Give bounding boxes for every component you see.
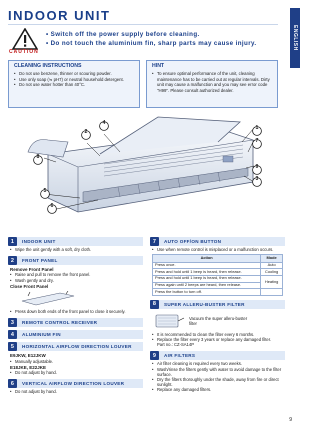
section-title: AUTO OFF/ON BUTTON: [164, 239, 222, 244]
hint-title: HINT: [152, 63, 165, 69]
caution-box: [8, 28, 278, 54]
section-number: 5: [8, 342, 17, 351]
remove-panel-subtitle: Remove Front Panel: [10, 267, 54, 273]
section-item: • Do not adjust by hand.: [10, 389, 141, 394]
table-cell-action: Press the button to turn off.: [153, 289, 261, 296]
section-item: • Do not adjust by hand.: [10, 370, 141, 375]
callout-label: 8: [36, 154, 40, 160]
section-number: 7: [150, 237, 159, 246]
section-title: FRONT PANEL: [22, 258, 58, 264]
filter-image: [152, 312, 186, 330]
callout-label: 1: [255, 125, 259, 131]
table-cell-action: Press again until 2 beeps are heard, then release.: [153, 282, 261, 289]
section-number: 6: [8, 379, 17, 388]
callout-8: [33, 152, 43, 170]
callout-label: 5: [43, 188, 47, 194]
callout-7: [252, 136, 262, 154]
hint-item: • To ensure optimal performance of the unit, cleaning maintenance has to be carried out at regular intervals. Dirty unit may cause a malfunction and you may see error code "H99". Please consult authorized dealer.: [152, 71, 272, 93]
section-8-body: [150, 309, 285, 349]
language-tab: ENGLISH: [290, 8, 300, 68]
auto-button-table: [152, 254, 283, 296]
section-title: ALUMINIUM FIN: [22, 332, 61, 338]
table-cell-action: Press and hold until 1 beep is heard, then release.: [153, 269, 261, 276]
section-1-body: [8, 246, 143, 253]
caution-label: CAUTION: [9, 49, 39, 55]
table-cell-mode: Auto: [261, 262, 283, 269]
cleaning-item: • Do not use benzene, thinner or scouring powder.: [14, 71, 134, 76]
section-title: INDOOR UNIT: [22, 239, 56, 244]
page-number: 9: [289, 417, 292, 423]
page-title: INDOOR UNIT: [8, 8, 111, 23]
section-item: • Air filter cleaning is required every two weeks.: [152, 361, 283, 366]
section-7-header: [150, 237, 285, 246]
vacuum-label: Vacuum the super alleru-buster filter: [189, 315, 248, 326]
table-row: [153, 275, 283, 282]
callout-2: [81, 127, 91, 145]
section-9-body: [150, 360, 285, 393]
section-item: • Wash gently and dry.: [10, 278, 141, 283]
section-title: VERTICAL AIRFLOW DIRECTION LOUVER: [22, 381, 125, 387]
left-column: [8, 234, 143, 395]
section-2-body: [8, 265, 143, 315]
section-6-body: [8, 388, 143, 395]
section-number: 2: [8, 256, 17, 265]
table-cell-action: Press and hold until 1 beep is heard, then release.: [153, 275, 261, 282]
table-cell-mode: [261, 289, 283, 296]
section-item: • Wash/rinse the filters gently with water to avoid damage to the filter surface.: [152, 367, 283, 377]
part-number: Part no.: CZ-SA14P: [157, 342, 195, 348]
hint-panel: [146, 60, 278, 108]
cleaning-item: • Do not use water hotter than 40°C.: [14, 82, 134, 87]
section-item: • Manually adjustable.: [10, 359, 141, 364]
table-row: [153, 262, 283, 269]
section-title: SUPER ALLERU-BUSTER FILTER: [164, 301, 245, 307]
section-1-header: [8, 237, 143, 246]
section-title: AIR FILTERS: [164, 353, 196, 359]
section-7-body: [150, 246, 285, 297]
cleaning-instructions-title: CLEANING INSTRUCTIONS: [14, 63, 82, 69]
section-title: REMOTE CONTROL RECEIVER: [22, 320, 98, 326]
section-title: HORIZONTAL AIRFLOW DIRECTION LOUVER: [22, 344, 132, 350]
section-number: 8: [150, 300, 159, 309]
callout-label: 4: [102, 120, 106, 126]
cleaning-instructions-panel: [8, 60, 140, 108]
table-header-mode: Mode: [261, 255, 283, 263]
section-6-header: [8, 379, 143, 388]
table-cell-action: Press once.: [153, 262, 261, 269]
table-cell-mode: Heating: [261, 275, 283, 288]
callout-label: 2: [84, 129, 88, 135]
title-rule: [8, 24, 278, 25]
table-header-action: Action: [153, 255, 261, 263]
section-number: 9: [150, 351, 159, 360]
caution-line: • Switch off the power supply before cleaning.: [46, 31, 200, 38]
callout-label: 9: [255, 164, 259, 170]
section-item: • Raise and pull to remove the front panel.: [10, 272, 141, 277]
callout-label: 7: [255, 138, 259, 144]
caution-line: • Do not touch the aluminium fin, sharp parts may cause injury.: [46, 40, 257, 47]
section-item: • Wipe the unit gently with a soft, dry cloth.: [10, 247, 141, 252]
section-item: • Use when remote control is misplaced or a malfunction occurs.: [152, 247, 283, 252]
callout-label: 3: [255, 176, 259, 182]
section-4-header: [8, 330, 143, 339]
callout-3: [252, 174, 262, 192]
section-item: • Dry the filters thoroughly under the shade, away from fire or direct sunlight.: [152, 377, 283, 387]
model-group-b: E18JKE, E22JKE: [10, 364, 47, 370]
section-9-header: [150, 351, 285, 360]
callout-6: [47, 201, 57, 219]
front-panel-image: [20, 291, 76, 307]
callout-label: 6: [50, 203, 54, 209]
section-item: • Replace any damaged filters.: [152, 387, 283, 392]
table-cell-mode: Cooling: [261, 269, 283, 276]
model-group-a: E9JKW, E12JKW: [10, 353, 46, 359]
section-item: • It is recommended to clean the filter every 6 months.: [152, 332, 283, 337]
section-8-header: [150, 300, 285, 309]
section-number: 4: [8, 330, 17, 339]
section-number: 3: [8, 318, 17, 327]
close-panel-subtitle: Close Front Panel: [10, 283, 49, 289]
cleaning-item: • Use only soap (≒ pH7) or neutral household detergent.: [14, 77, 134, 82]
callout-4: [99, 118, 109, 136]
table-row: [153, 289, 283, 296]
section-5-body: [8, 351, 143, 376]
caution-text: [46, 30, 257, 48]
table-row: [153, 269, 283, 276]
section-3-header: [8, 318, 143, 327]
section-5-header: [8, 342, 143, 351]
section-2-header: [8, 256, 143, 265]
right-column: [150, 234, 285, 394]
section-item: • Replace the filter every 3 years or replace any damaged filter.: [152, 337, 283, 342]
section-item: • Press down both ends of the front panel to close it securely.: [10, 309, 141, 314]
section-number: 1: [8, 237, 17, 246]
